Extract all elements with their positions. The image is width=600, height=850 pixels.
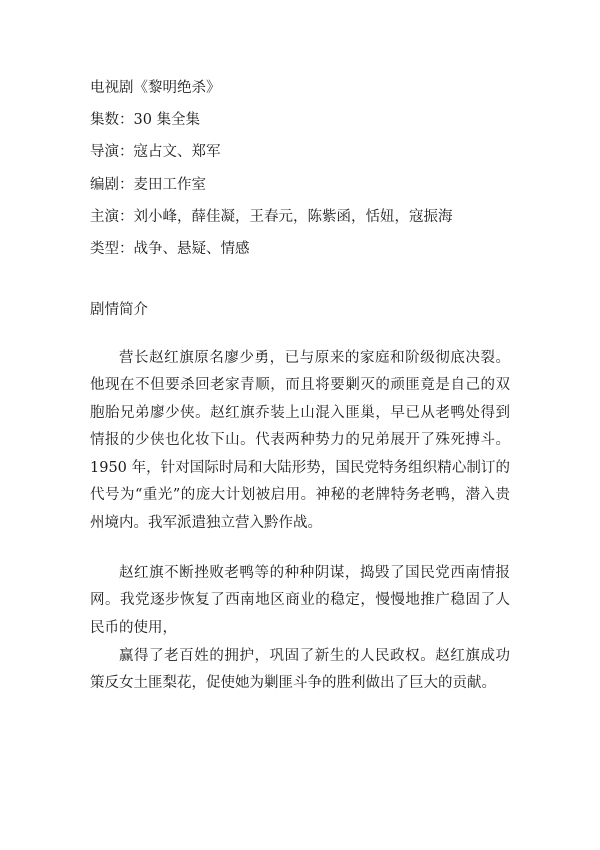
drama-info-block (90, 78, 530, 271)
directors: 导演：寇占文、郑军 (90, 144, 221, 161)
drama-title: 电视剧《黎明绝杀》 (90, 80, 221, 96)
synopsis-paragraph: 营长赵红旗原名廖少勇，已与原来的家庭和阶级彻底决裂。他现在不但要杀回老家青顺，而且将要剿灭的顽匪竟是自己的双胞胎兄弟廖少侠。赵红旗乔装上山混入匪巢，早已从老鸭处得到情报的少侠也化妆下山。代表两种势力的兄弟展开了殊死搏斗。1950 年，针对国际时局和大陆形势，国民党特务组织精心制订的代号为“重光”的庞大计划被启用。神秘的老牌特务老鸭，潜入贵州境内。我军派遣独立营入黔作战。 (90, 349, 510, 531)
synopsis-paragraph: 赵红旗不断挫败老鸭等的种种阴谋，捣毁了国民党西南情报网。我党逐步恢复了西南地区商业的稳定，慢慢地推广稳固了人民币的使用， (90, 564, 510, 636)
genre: 类型：战争、悬疑、情感 (90, 240, 250, 257)
main-cast: 主演：刘小峰，薛佳凝，王春元，陈紫函，恬妞，寇振海 (90, 208, 453, 225)
episode-count: 集数：30 集全集 (90, 112, 201, 129)
screenwriter: 编剧：麦田工作室 (90, 176, 206, 193)
synopsis-heading: 剧情简介 (90, 302, 148, 318)
synopsis-paragraph: 赢得了老百姓的拥护，巩固了新生的人民政权。赵红旗成功策反女土匪梨花，促使她为剿匪斗争的胜利做出了巨大的贡献。 (90, 647, 510, 691)
